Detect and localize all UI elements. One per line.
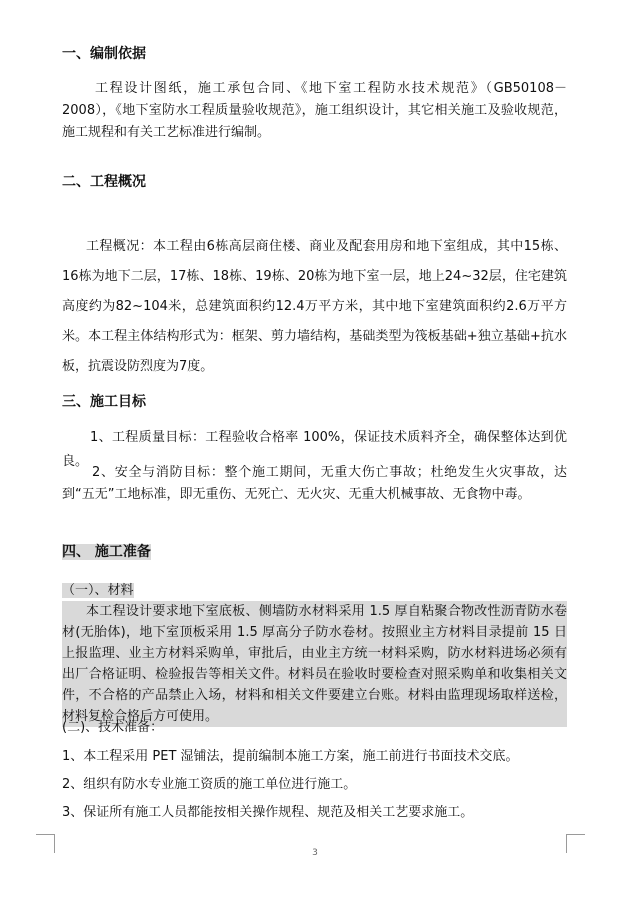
goal-item-quality: 1、工程质量目标：工程验收合格率 100%，保证技术质料齐全，确保整体达到优良。 — [62, 430, 567, 469]
section-2-heading: 二、工程概况 — [62, 174, 146, 190]
tech-prep-item-2: 2、组织有防水专业施工资质的施工单位进行施工。 — [62, 777, 357, 792]
materials-heading-text: （一）、材料 — [62, 583, 134, 598]
goal-item-safety: 2、安全与消防目标：整个施工期间，无重大伤亡事故；杜绝发生火灾事故，达到“五无”工地标准，即无重伤、无死亡、无火灾、无重大机械事故、无食物中毒。 — [62, 465, 567, 502]
tech-prep-item-1: 1、本工程采用 PET 湿铺法，提前编制本施工方案，施工前进行书面技术交底。 — [62, 749, 519, 764]
section-1-heading: 一、编制依据 — [62, 46, 146, 62]
section-1-body: 工程设计图纸，施工承包合同、《地下室工程防水技术规范》（GB50108－2008），《地下室防水工程质量验收规范》，施工组织设计，其它相关施工及验收规范，施工规程和有关工艺标准进行编制。 — [62, 81, 567, 140]
materials-body: 本工程设计要求地下室底板、侧墙防水材料采用 1.5 厚自粘聚合物改性沥青防水卷材(无胎体)，地下室顶板采用 1.5 厚高分子防水卷材。按照业主方材料目录提前 15 日上报监理、业主方材料采购单，审批后，由业主方统一材料采购，防水材料进场必须有出厂合格证明、检验报告等相关文件。材料员在验收时要检查对照采购单和收集相关文件，不合格的产品禁止入场，材料和相关文件要建立台账。材料由监理现场取样送检，材料复检合格后方可使用。 — [62, 601, 567, 727]
tech-prep-heading: (二)、技术准备： — [62, 720, 164, 735]
section-4-heading-text: 四、 施工准备 — [62, 544, 151, 560]
materials-heading — [62, 580, 567, 602]
tech-prep-item-3: 3、保证所有施工人员都能按相关操作规程、规范及相关工艺要求施工。 — [62, 805, 474, 820]
section-2-body: 工程概况：本工程由6栋高层商住楼、商业及配套用房和地下室组成，其中15栋、16栋为地下二层，17栋、18栋、19栋、20栋为地下室一层，地上24~32层，住宅建筑高度约为82~104米，总建筑面积约12.4万平方米，其中地下室建筑面积约2.6万平方米。本工程主体结构形式为：框架、剪力墙结构，基础类型为筏板基础+独立基础+抗水板，抗震设防烈度为7度。 — [62, 239, 567, 374]
section-3-heading: 三、施工目标 — [62, 394, 146, 410]
section-4-heading — [62, 542, 567, 562]
page-number: 3 — [312, 848, 318, 858]
